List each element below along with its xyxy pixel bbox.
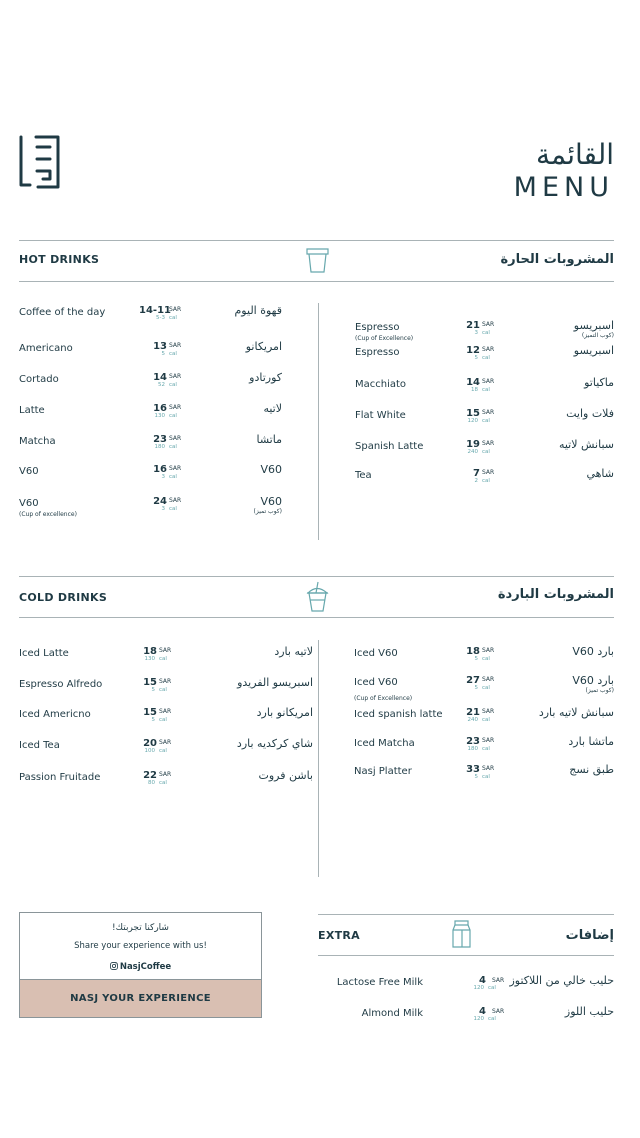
calorie-value: 5 [161,351,165,357]
instagram-handle[interactable] [20,962,261,972]
menu-item-name: Spanish Latte [355,441,424,452]
menu-item-name: Iced Americno [19,709,91,720]
calorie-value: 5 [151,717,155,723]
share-heading: Share your experience with us! [74,941,207,951]
menu-item-price: 14 [466,377,480,388]
menu-item-name-arabic: قهوة اليوم [234,304,282,317]
hot-section-title: HOT DRINKS [19,253,100,266]
menu-item-calories [456,449,490,455]
calorie-unit: cal [482,330,490,336]
menu-item-calories [143,413,177,419]
calorie-value: 5 [151,687,155,693]
menu-item-calories [456,746,490,752]
calorie-unit: cal [488,985,496,991]
currency-label: SAR [169,373,182,380]
nasj-logo-icon [18,133,62,191]
currency-label: SAR [482,647,495,654]
menu-item-name: Iced Latte [19,648,69,659]
calorie-value: 5 [474,685,478,691]
nasj-experience-banner: NASJ YOUR EXPERIENCE [20,979,261,1017]
share-experience-card [19,912,262,1018]
menu-item-calories [133,656,167,662]
menu-item-price: 22 [143,770,157,781]
menu-item-name-arabic: سبانش لاتيه بارد [538,706,614,719]
menu-item-name-arabic: لاتيه [263,402,282,415]
menu-item-name: Macchiato [355,379,407,390]
menu-item-price: 23 [466,736,480,747]
cold-section-title-arabic: المشروبات الباردة [497,587,614,602]
calorie-unit: cal [169,315,177,321]
calorie-value: 100 [144,748,155,754]
menu-item-name-arabic: طبق نسج [569,763,614,776]
calorie-unit: cal [482,685,490,691]
menu-item-price: 16 [153,403,167,414]
extra-item-price: 4 [479,975,486,986]
menu-item-name-arabic: شاهي [586,467,614,480]
calorie-unit: cal [482,774,490,780]
calorie-value: 5 [474,355,478,361]
share-heading-arabic: شاركنا تجربتك! [112,923,169,933]
menu-item-subtitle: (Cup of Excellence) [354,695,413,702]
extra-item-name: Lactose Free Milk [336,977,423,988]
calorie-value: 2 [474,478,478,484]
menu-item-calories [456,656,490,662]
calorie-unit: cal [488,1016,496,1022]
extra-item-name: Almond Milk [361,1008,423,1019]
extra-section-top-rule [318,914,614,915]
calorie-value: 130 [144,656,155,662]
calorie-value: 120 [473,985,484,991]
menu-item-calories [143,351,177,357]
menu-item-name: Iced V60 [354,648,398,659]
instagram-handle-text: NasjCoffee [119,962,172,972]
calorie-value: 3 [161,506,165,512]
calorie-unit: cal [159,656,167,662]
currency-label: SAR [159,708,172,715]
menu-title-arabic: القائمة [536,138,614,171]
hot-section-top-rule [19,240,614,241]
cold-column-divider [318,640,319,877]
menu-item-name-arabic: اسبريسو [573,319,614,332]
calorie-value: 5-3 [156,315,165,321]
menu-item-name: Americano [19,343,73,354]
menu-item-name-arabic: لاتيه بارد [274,645,313,658]
menu-item-name-arabic: فلات وايت [566,407,614,420]
cold-section-bottom-rule [19,617,614,618]
currency-label: SAR [482,765,495,772]
currency-label: SAR [159,771,172,778]
menu-item-name-arabic: ماتشا بارد [568,735,614,748]
calorie-value: 240 [467,449,478,455]
menu-item-price: 18 [143,646,157,657]
currency-label: SAR [482,440,495,447]
calorie-unit: cal [169,444,177,450]
menu-item-name-arabic: بارد V60 [572,674,614,687]
menu-item-price: 15 [143,707,157,718]
menu-item-calories [456,418,490,424]
currency-label: SAR [482,469,495,476]
menu-item-calories [133,780,167,786]
menu-item-name: Espresso [355,322,400,333]
menu-item-calories [456,685,490,691]
menu-item-subtitle-arabic: (كوب تميز) [585,687,614,694]
menu-item-name-arabic: اسبريسو الفريدو [237,676,313,689]
menu-item-calories [456,774,490,780]
menu-item-name: Cortado [19,374,59,385]
calorie-value: 120 [473,1016,484,1022]
menu-item-subtitle-arabic: (كوب تميز) [253,508,282,515]
menu-item-price: 16 [153,464,167,475]
menu-item-price: 12 [466,345,480,356]
extra-item-name-arabic: حليب اللوز [564,1005,614,1018]
menu-item-name-arabic: ماتشا [256,433,282,446]
menu-item-calories [143,315,177,321]
calorie-value: 5 [474,656,478,662]
menu-item-name: Iced Matcha [354,738,415,749]
milk-carton-icon [451,920,473,948]
extra-item-calories [462,1016,496,1022]
currency-label: SAR [482,321,495,328]
menu-item-calories [133,687,167,693]
menu-item-calories [133,717,167,723]
menu-item-name-arabic: امريكانو بارد [256,706,313,719]
calorie-unit: cal [159,717,167,723]
currency-label: SAR [159,678,172,685]
menu-item-price: 19 [466,439,480,450]
calorie-unit: cal [482,355,490,361]
calorie-value: 3 [161,474,165,480]
extra-item-name-arabic: حليب خالي من اللاكتوز [509,974,614,987]
currency-label: SAR [492,1008,505,1015]
hot-section-title-arabic: المشروبات الحارة [500,252,614,267]
calorie-value: 18 [471,387,478,393]
calorie-unit: cal [159,748,167,754]
menu-item-name: Flat White [355,410,406,421]
menu-item-calories [143,382,177,388]
extra-section-title-arabic: إضافات [565,928,614,943]
menu-item-name: Matcha [19,436,56,447]
menu-item-calories [143,474,177,480]
currency-label: SAR [169,497,182,504]
menu-item-name: Iced spanish latte [354,709,443,720]
currency-label: SAR [169,342,182,349]
currency-label: SAR [482,346,495,353]
calorie-value: 120 [467,418,478,424]
cold-section-top-rule [19,576,614,577]
menu-item-name: Latte [19,405,45,416]
menu-item-name: Tea [355,470,372,481]
menu-item-calories [456,478,490,484]
currency-label: SAR [482,676,495,683]
hot-section-bottom-rule [19,281,614,282]
calorie-value: 5 [474,774,478,780]
menu-item-name: Iced V60 [354,677,398,688]
calorie-unit: cal [169,382,177,388]
calorie-unit: cal [159,687,167,693]
menu-item-subtitle: (Cup of Excellence) [355,335,414,342]
menu-item-name-arabic: سبانش لاتيه [558,438,614,451]
menu-item-name: Nasj Platter [354,766,412,777]
currency-label: SAR [169,435,182,442]
extra-item-price: 4 [479,1006,486,1017]
menu-item-price: 24 [153,496,167,507]
hot-column-divider [318,303,319,540]
calorie-value: 3 [474,330,478,336]
calorie-value: 180 [467,746,478,752]
calorie-unit: cal [159,780,167,786]
menu-item-name: Espresso [355,347,400,358]
menu-item-price: 21 [466,320,480,331]
menu-title: MENU [513,172,614,203]
menu-item-calories [143,506,177,512]
menu-item-name-arabic: V60 [260,463,282,476]
currency-label: SAR [482,378,495,385]
calorie-unit: cal [169,506,177,512]
menu-item-price: 15 [143,677,157,688]
calorie-unit: cal [482,449,490,455]
menu-item-name: V60 [19,466,39,477]
menu-item-price: 7 [473,468,480,479]
extra-section-title: EXTRA [318,929,360,942]
menu-item-calories [456,387,490,393]
instagram-icon [110,962,118,970]
menu-item-price: 14-11 [139,305,171,316]
extra-section-bottom-rule [318,955,614,956]
menu-item-calories [456,330,490,336]
calorie-unit: cal [482,418,490,424]
calorie-value: 80 [148,780,155,786]
menu-item-name-arabic: شاي كركديه بارد [236,737,313,750]
cold-section-title: COLD DRINKS [19,591,108,604]
calorie-unit: cal [169,474,177,480]
calorie-value: 240 [467,717,478,723]
currency-label: SAR [492,977,505,984]
iced-cup-icon [305,581,330,613]
menu-item-subtitle-arabic: (كوب التميز) [581,332,614,339]
currency-label: SAR [169,306,182,313]
menu-item-price: 15 [466,408,480,419]
currency-label: SAR [159,647,172,654]
calorie-value: 52 [158,382,165,388]
calorie-unit: cal [169,351,177,357]
currency-label: SAR [482,737,495,744]
menu-item-name-arabic: اسبريسو [573,344,614,357]
menu-item-price: 20 [143,738,157,749]
menu-item-name: Espresso Alfredo [19,679,103,690]
menu-item-price: 13 [153,341,167,352]
menu-item-price: 18 [466,646,480,657]
calorie-unit: cal [482,387,490,393]
currency-label: SAR [159,739,172,746]
calorie-unit: cal [482,717,490,723]
menu-item-name-arabic: كورتادو [249,371,282,384]
menu-item-price: 33 [466,764,480,775]
currency-label: SAR [482,708,495,715]
extra-item-calories [462,985,496,991]
menu-item-name-arabic: ماكياتو [584,376,614,389]
menu-item-name-arabic: امريكانو [245,340,282,353]
menu-item-name: V60 [19,498,39,509]
menu-item-name: Coffee of the day [19,307,106,318]
menu-item-name-arabic: باشن فروت [258,769,313,782]
menu-item-calories [133,748,167,754]
calorie-unit: cal [482,746,490,752]
calorie-value: 180 [154,444,165,450]
currency-label: SAR [482,409,495,416]
menu-item-price: 27 [466,675,480,686]
calorie-unit: cal [482,656,490,662]
menu-item-price: 14 [153,372,167,383]
calorie-value: 130 [154,413,165,419]
menu-item-name-arabic: بارد V60 [572,645,614,658]
menu-item-price: 23 [153,434,167,445]
menu-item-name: Iced Tea [19,740,60,751]
calorie-unit: cal [169,413,177,419]
currency-label: SAR [169,465,182,472]
menu-item-name: Passion Fruitade [19,772,101,783]
menu-item-calories [143,444,177,450]
currency-label: SAR [169,404,182,411]
menu-item-name-arabic: V60 [260,495,282,508]
menu-item-calories [456,717,490,723]
calorie-unit: cal [482,478,490,484]
hot-cup-icon [305,247,330,274]
menu-item-price: 21 [466,707,480,718]
menu-item-subtitle: (Cup of excellence) [19,511,77,518]
menu-item-calories [456,355,490,361]
